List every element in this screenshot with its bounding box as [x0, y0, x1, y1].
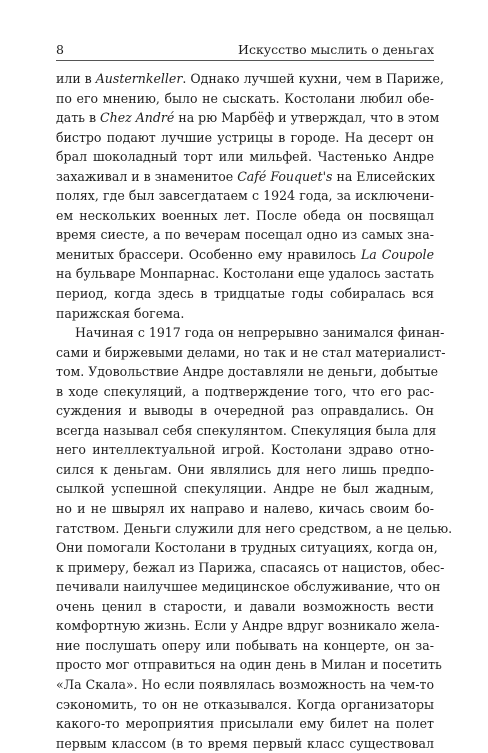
- text-line: [56, 89, 434, 109]
- text-segment: просто мог отправиться на один день в Милан и посетить: [56, 657, 442, 673]
- text-segment: . Однако лучшей кухни, чем в Париже,: [182, 71, 444, 86]
- italic-text: La Coupole: [360, 246, 434, 262]
- text-line: [56, 401, 434, 421]
- italic-text: Austernkeller: [95, 71, 183, 86]
- italic-text: Café Fouquet's: [237, 168, 333, 184]
- text-line: [56, 714, 434, 734]
- text-line: [56, 479, 434, 499]
- text-segment: сэкономить, то он не отказывался. Когда организаторы: [56, 696, 434, 712]
- text-segment: менитых брассери. Особенно ему нравилось: [56, 246, 361, 262]
- text-segment: Они помогали Костолани в трудных ситуациях, когда он,: [56, 540, 438, 556]
- text-segment: всегда называл себя спекулянтом. Спекуляция была для: [56, 422, 437, 438]
- text-line: [56, 616, 440, 636]
- text-line: [56, 362, 439, 382]
- text-line: [56, 167, 434, 187]
- text-line: [56, 519, 453, 539]
- text-line: [56, 675, 434, 695]
- text-line: [56, 304, 434, 324]
- text-segment: том. Удовольствие Андре доставляли не деньги, добытые: [56, 364, 439, 380]
- text-line: [56, 597, 434, 617]
- text-segment: первым классом (в то время первый класс существовал: [56, 735, 434, 751]
- text-segment: полях, где был завсегдатаем с 1924 года, за исключени-: [56, 188, 434, 204]
- text-segment: время сиесте, а по вечерам посещал одно из самых зна-: [56, 227, 434, 243]
- text-line: [56, 440, 434, 460]
- body-text: [56, 69, 453, 753]
- text-line: [56, 421, 437, 441]
- text-segment: или в: [56, 71, 96, 86]
- text-line: [56, 538, 438, 558]
- text-segment: по его мнению, было не сыскать. Костолани любил обе-: [56, 90, 434, 106]
- text-segment: в ходе спекуляций, а подтверждение того, что его рас-: [56, 383, 434, 399]
- text-line: [56, 245, 434, 265]
- text-line: [56, 284, 434, 304]
- text-segment: сами и биржевыми делами, но так и не стал материалист-: [56, 344, 446, 360]
- text-segment: печивали наилучшее медицинское обслуживание, что он: [56, 579, 441, 595]
- text-segment: него интеллектуальной игрой. Костолани здраво отно-: [56, 442, 434, 458]
- text-line: [56, 264, 434, 284]
- text-segment: ем нескольких военных лет. После обеда он посвящал: [56, 207, 434, 223]
- text-line: [56, 636, 434, 656]
- text-segment: захаживал и в знаменитое: [56, 168, 238, 184]
- paragraph: [56, 69, 444, 323]
- text-segment: парижская богема.: [56, 305, 185, 321]
- text-line: [56, 558, 445, 578]
- running-title: Искусство мыслить о деньгах: [238, 42, 434, 57]
- text-line: [56, 460, 434, 480]
- running-head: [56, 40, 434, 61]
- text-line: [56, 734, 434, 753]
- book-page: [56, 40, 453, 753]
- text-segment: к примеру, бежал из Парижа, спасаясь от нацистов, обес-: [56, 559, 445, 575]
- text-segment: бистро подают лучшие устрицы в городе. На десерт он: [56, 129, 434, 145]
- text-segment: комфортную жизнь. Если у Андре вдруг возникало жела-: [56, 618, 440, 634]
- text-line: [56, 577, 441, 597]
- text-line: [56, 695, 434, 715]
- text-segment: на рю Марбёф и утверждал, что в этом: [174, 110, 440, 126]
- text-segment: брал шоколадный торт или мильфей. Частенько Андре: [56, 149, 434, 165]
- text-line: [56, 69, 444, 89]
- text-line: [56, 343, 446, 363]
- text-segment: какого-то мероприятия присылали ему билет на полет: [56, 716, 434, 732]
- text-segment: ние послушать оперу или побывать на концерте, он за-: [56, 637, 434, 653]
- text-segment: очень ценил в старости, и давали возможность вести: [56, 598, 434, 614]
- text-line: [56, 147, 434, 167]
- text-segment: Начиная с 1917 года он непрерывно занимался финан-: [75, 325, 445, 341]
- text-line: [56, 382, 434, 402]
- page-number: 8: [56, 42, 64, 57]
- text-segment: на бульваре Монпарнас. Костолани еще удалось застать: [56, 266, 434, 282]
- text-line: [56, 186, 434, 206]
- text-segment: «Ла Скала». Но если появлялась возможность на чем-то: [56, 676, 435, 692]
- text-line: [56, 499, 434, 519]
- text-segment: гатством. Деньги служили для него средством, а не целью.: [56, 520, 453, 536]
- text-line: [56, 323, 445, 343]
- text-line: [56, 206, 434, 226]
- text-line: [56, 655, 442, 675]
- paragraph: [56, 323, 453, 753]
- text-segment: на Елисейских: [332, 168, 435, 184]
- text-segment: период, когда здесь в тридцатые годы собиралась вся: [56, 286, 434, 302]
- italic-text: Chez André: [100, 110, 175, 126]
- text-segment: но и не швырял их направо и налево, кичась своим бо-: [56, 501, 434, 517]
- text-segment: суждения и выводы в очередной раз оправдались. Он: [56, 403, 434, 419]
- text-line: [56, 225, 434, 245]
- text-segment: сился к деньгам. Они являлись для него лишь предпо-: [56, 461, 434, 477]
- text-line: [56, 128, 434, 148]
- text-segment: дать в: [56, 110, 101, 126]
- text-segment: сылкой успешной спекуляции. Андре не был жадным,: [56, 481, 434, 497]
- text-line: [56, 108, 440, 128]
